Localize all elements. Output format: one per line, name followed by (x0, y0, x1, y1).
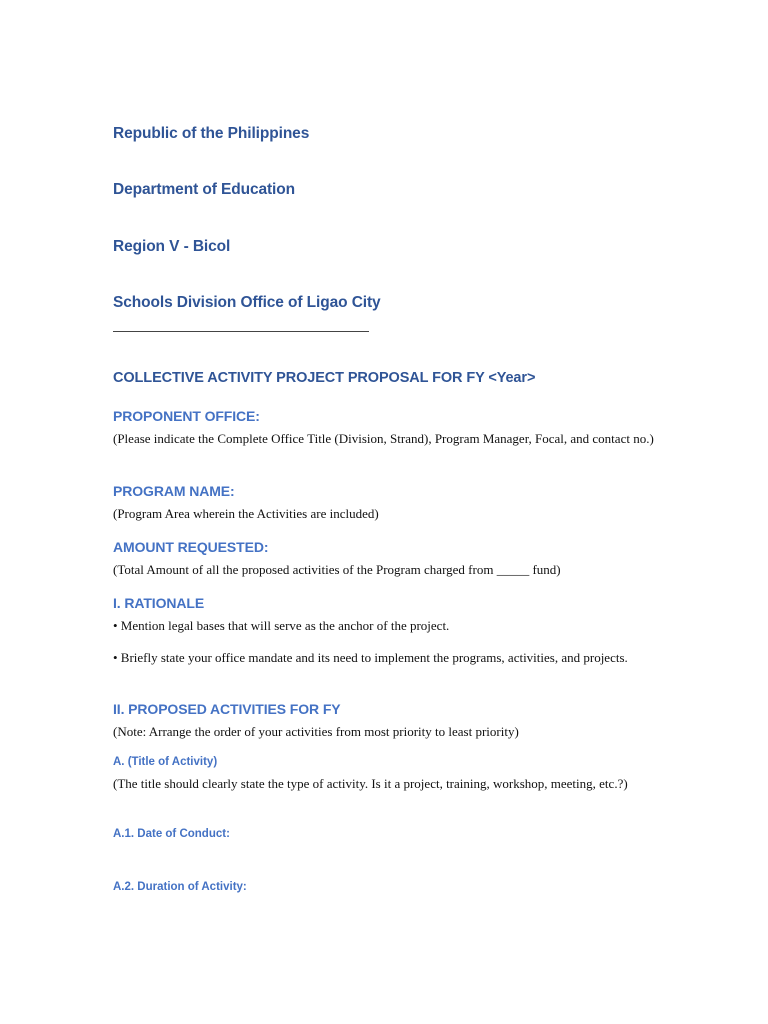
header-country: Republic of the Philippines (113, 125, 310, 142)
rationale-bullet-office-mandate: • Briefly state your office mandate and its need to implement the programs, activities, and projects. (113, 650, 628, 665)
rationale-heading: I. RATIONALE (113, 595, 205, 611)
header-division-office: Schools Division Office of Ligao City (113, 294, 381, 311)
activity-a-duration-label: A.2. Duration of Activity: (113, 881, 247, 893)
document-page (113, 0, 673, 1024)
activity-a-heading: A. (Title of Activity) (113, 756, 218, 768)
amount-requested-heading: AMOUNT REQUESTED: (113, 539, 269, 555)
program-name-heading: PROGRAM NAME: (113, 483, 235, 499)
proposed-activities-note: (Note: Arrange the order of your activities from most priority to least priority) (113, 724, 519, 739)
program-name-text: (Program Area wherein the Activities are included) (113, 506, 379, 521)
activity-a-text: (The title should clearly state the type of activity. Is it a project, training, workshop, meeting, etc.?) (113, 776, 628, 791)
header-divider (113, 331, 369, 332)
proponent-office-heading: PROPONENT OFFICE: (113, 408, 260, 424)
proposed-activities-heading: II. PROPOSED ACTIVITIES FOR FY (113, 701, 341, 717)
document-title: COLLECTIVE ACTIVITY PROJECT PROPOSAL FOR FY <Year> (113, 370, 536, 386)
amount-requested-text: (Total Amount of all the proposed activities of the Program charged from _____ fund) (113, 562, 561, 577)
header-department: Department of Education (113, 181, 295, 198)
rationale-bullet-legal-bases: • Mention legal bases that will serve as the anchor of the project. (113, 618, 450, 633)
header-region: Region V - Bicol (113, 238, 231, 255)
proponent-office-text: (Please indicate the Complete Office Title (Division, Strand), Program Manager, Focal, and contact no.) (113, 431, 654, 446)
activity-a-date-label: A.1. Date of Conduct: (113, 828, 230, 840)
